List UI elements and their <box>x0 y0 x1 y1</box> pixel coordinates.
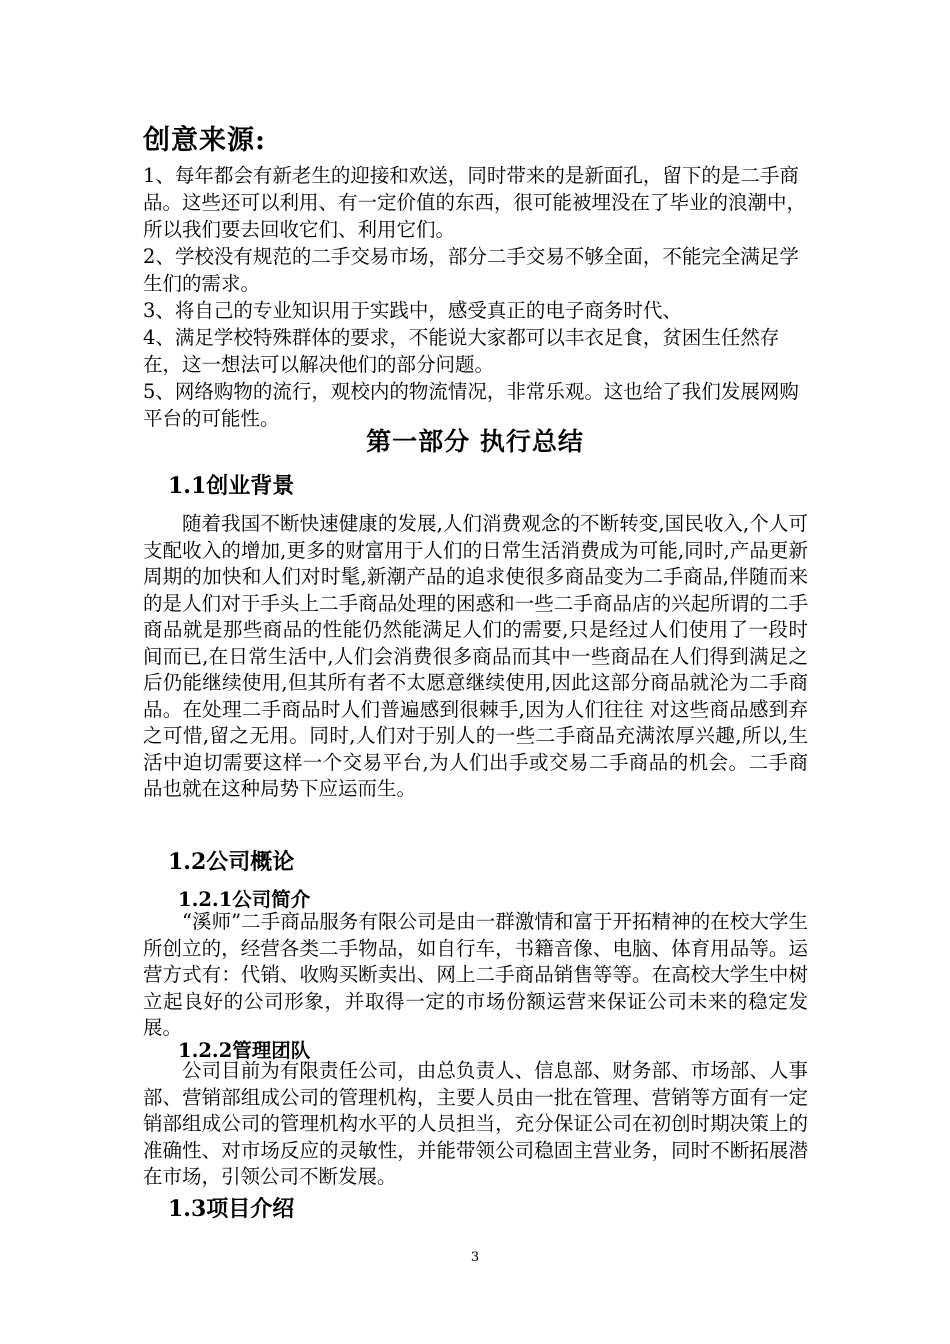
section-1-2-1-heading: 1.2.1公司简介 <box>178 888 311 911</box>
section-1-2-heading: 1.2公司概论 <box>168 849 295 875</box>
section-1-2-1-body: “溪师”二手商品服务有限公司是由一群激情和富于开拓精神的在校大学生所创立的，经营各类二手物品，如自行车，书籍音像、电脑、体育用品等。运营方式有：代销、收购买断卖出、网上二手商品销售等等。在高校大学生中树立起良好的公司形象，并取得一定的市场份额运营来保证公司未来的稳定发展。 <box>143 910 808 1039</box>
origin-item-4: 4、满足学校特殊群体的要求，不能说大家都可以丰衣足食，贫困生任然存在，这一想法可以解决他们的部分问题。 <box>143 326 780 376</box>
section-1-3-heading: 1.3项目介绍 <box>168 1196 295 1222</box>
part-title: 第一部分 执行总结 <box>366 427 584 456</box>
section-1-2-2-heading: 1.2.2管理团队 <box>178 1039 311 1062</box>
section-1-1-heading: 1.1创业背景 <box>168 473 295 499</box>
origin-heading: 创意来源: <box>143 125 266 156</box>
origin-item-5: 5、网络购物的流行，观校内的物流情况，非常乐观。这也给了我们发展网购平台的可能性。 <box>143 380 799 430</box>
origin-item-1: 1、每年都会有新老生的迎接和欢送，同时带来的是新面孔，留下的是二手商品。这些还可以利用、有一定价值的东西，很可能被埋没在了毕业的浪潮中，所以我们要去回收它们、利用它们。 <box>143 164 807 241</box>
section-1-2-2-body: 公司目前为有限责任公司，由总负责人、信息部、财务部、市场部、人事部、营销部组成公司的管理机构，主要人员由一批在管理、营销等方面有一定销部组成公司的管理机构水平的人员担当，充分保证公司在初创时期决策上的准确性、对市场反应的灵敏性，并能带领公司稳固主营业务，同时不断拓展潜在市场，引领公司不断发展。 <box>143 1059 808 1188</box>
page-number: 3 <box>470 1250 480 1265</box>
origin-item-2: 2、学校没有规范的二手交易市场，部分二手交易不够全面，不能完全满足学生们的需求。 <box>143 245 799 295</box>
section-1-1-body: 随着我国不断快速健康的发展,人们消费观念的不断转变,国民收入,个人可支配收入的增加,更多的财富用于人们的日常生活消费成为可能,同时,产品更新周期的加快和人们对时髦,新潮产品的追求使很多商品变为二手商品,伴随而来的是人们对于手头上二手商品处理的困惑和一些二手商品店的兴起所谓的二手商品就是那些商品的性能仍然能满足人们的需要,只是经过人们使用了一段时间而已,在日常生活中,人们会消费很多商品而其中一些商品在人们得到满足之后仍能继续使用,但其所有者不太愿意继续使用,因此这部分商品就沦为二手商品。在处理二手商品时人们普遍感到很棘手,因为人们往往 对这些商品感到弃之可惜,留之无用。同时,人们对于别人的一些二手商品充满浓厚兴趣,所以,生活中迫切需要这样一个交易平台,为人们出手或交易二手商品的机会。二手商品也就在这种局势下应运而生。 <box>143 512 808 800</box>
origin-list <box>143 162 808 432</box>
origin-item-3: 3、将自己的专业知识用于实践中，感受真正的电子商务时代、 <box>143 299 682 322</box>
